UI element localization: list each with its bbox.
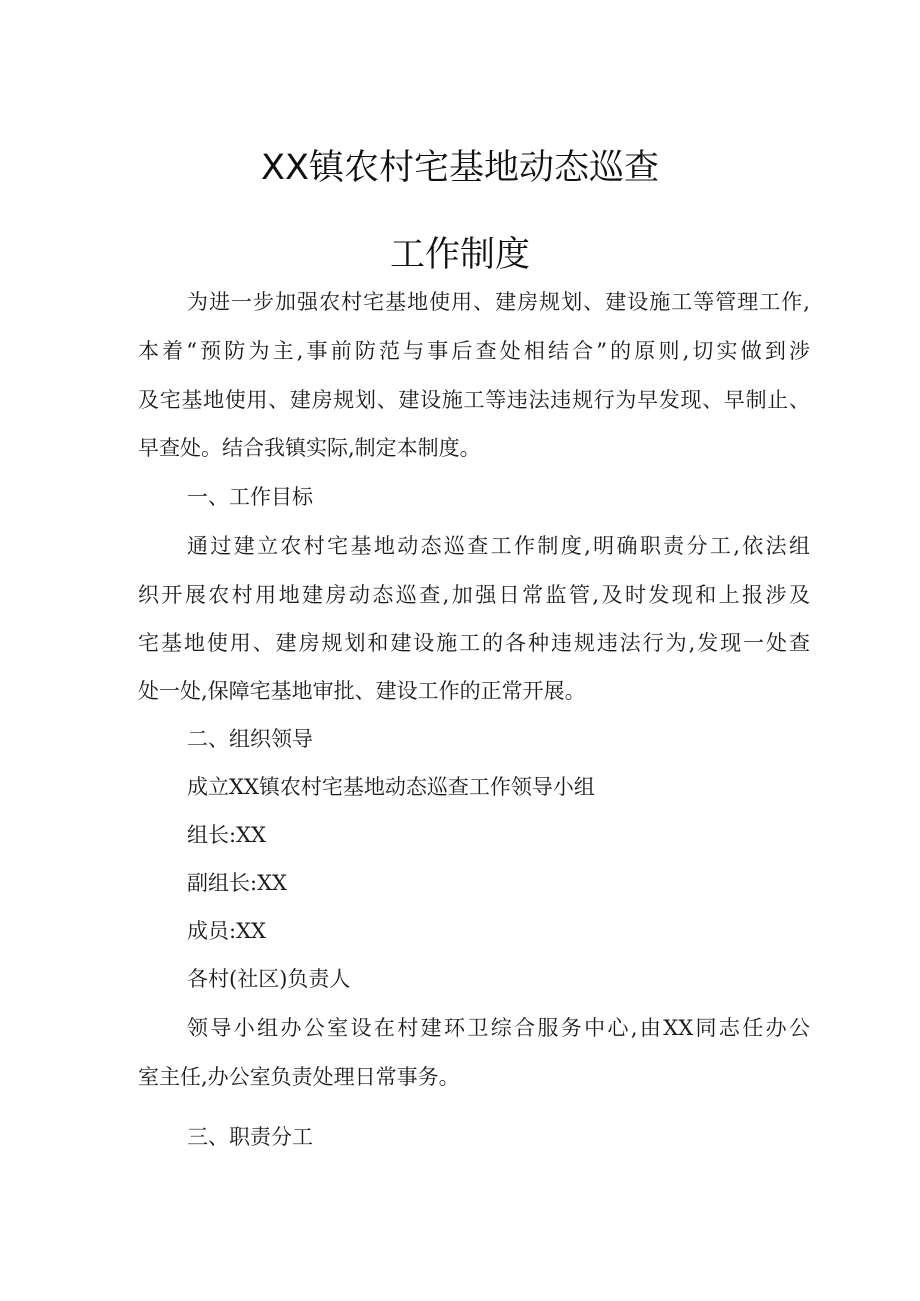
members-line: 成员:XX bbox=[187, 919, 266, 943]
section-3-heading: 三、职责分工 bbox=[187, 1125, 313, 1149]
office-paragraph-line-2: 室主任,办公室负责处理日常事务。 bbox=[138, 1065, 460, 1089]
section-1-paragraph-line-4: 处一处,保障宅基地审批、建设工作的正常开展。 bbox=[138, 679, 586, 703]
intro-paragraph-line-3: 及宅基地使用、建房规划、建设施工等违法违规行为早发现、早制止、 bbox=[138, 388, 810, 412]
intro-paragraph-line-4: 早查处。结合我镇实际,制定本制度。 bbox=[138, 436, 481, 460]
section-1-paragraph-line-1: 通过建立农村宅基地动态巡查工作制度,明确职责分工,依法组 bbox=[187, 534, 810, 558]
intro-paragraph-line-1: 为进一步加强农村宅基地使用、建房规划、建设施工等管理工作, bbox=[187, 290, 810, 314]
section-2-heading: 二、组织领导 bbox=[187, 727, 313, 751]
section-1-paragraph-line-3: 宅基地使用、建房规划和建设施工的各种违规违法行为,发现一处查 bbox=[138, 631, 810, 655]
deputy-leader-line: 副组长:XX bbox=[187, 871, 287, 895]
section-1-heading: 一、工作目标 bbox=[187, 485, 313, 509]
section-1-paragraph-line-2: 织开展农村用地建房动态巡查,加强日常监管,及时发现和上报涉及 bbox=[138, 583, 810, 607]
document-title-line-2: 工作制度 bbox=[389, 235, 530, 275]
leading-group-line: 成立XX镇农村宅基地动态巡查工作领导小组 bbox=[187, 775, 595, 799]
office-paragraph-line-1: 领导小组办公室设在村建环卫综合服务中心,由XX同志任办公 bbox=[187, 1016, 810, 1040]
group-leader-line: 组长:XX bbox=[187, 823, 266, 847]
village-heads-line: 各村(社区)负责人 bbox=[187, 967, 351, 991]
intro-paragraph-line-2: 本着“预防为主,事前防范与事后查处相结合”的原则,切实做到涉 bbox=[138, 339, 810, 363]
document-title-line-1: XX镇农村宅基地动态巡查 bbox=[261, 148, 659, 188]
